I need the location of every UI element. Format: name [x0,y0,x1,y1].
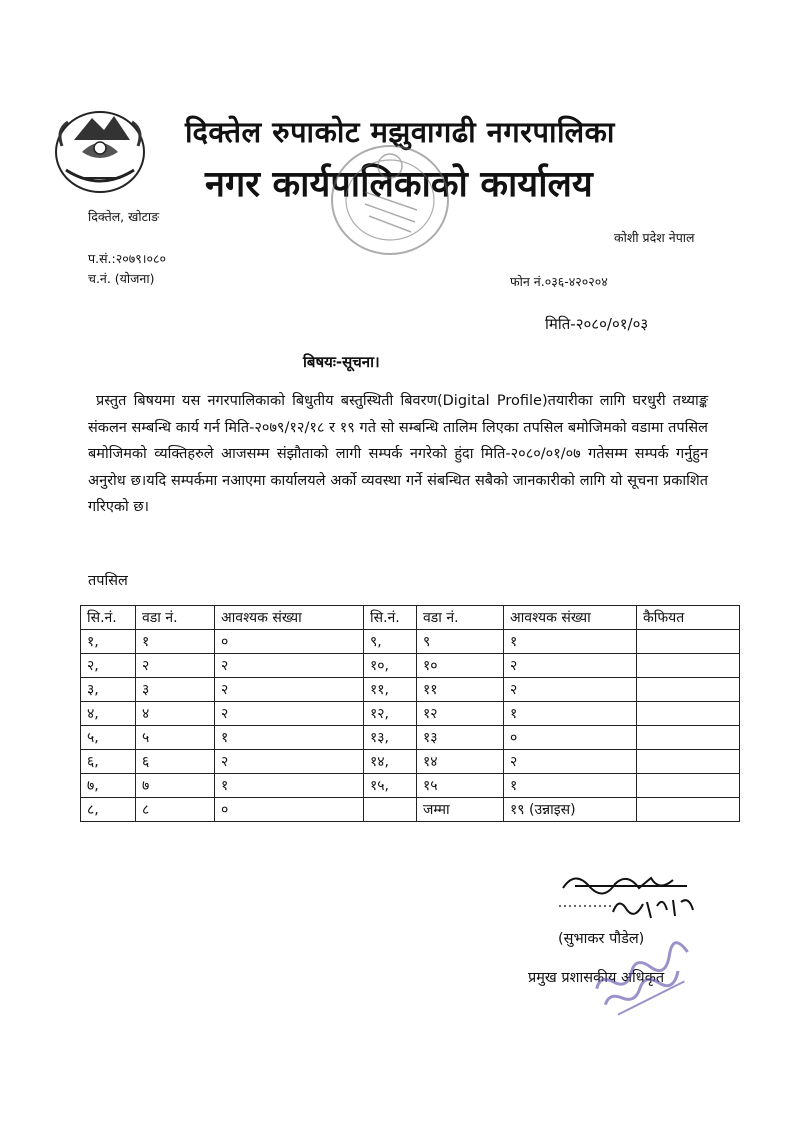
handwritten-signature [555,866,705,930]
cell-ward-no-2: ९ [417,630,504,654]
header-serial-no: सि.नं. [81,606,136,630]
table-header-row [81,606,740,630]
cell-serial-no-2: १३, [364,726,417,750]
cell-remarks [637,726,740,750]
phone-number: फोन नं.०३६-४२०२०४ [510,274,608,289]
header-serial-no-2: सि.नं. [364,606,417,630]
cell-remarks [637,654,740,678]
table-row [81,678,740,702]
signatory-title: प्रमुख प्रशासकीय अधिकृत [528,970,665,986]
cell-remarks [637,774,740,798]
cell-ward-no: १ [136,630,215,654]
cell-required-count-2: १ [504,774,637,798]
header-ward-no-2: वडा नं. [417,606,504,630]
cell-serial-no: ५, [81,726,136,750]
cell-serial-no-2: ११, [364,678,417,702]
cell-serial-no: ८, [81,798,136,822]
cell-remarks [637,630,740,654]
cell-serial-no-2: १४, [364,750,417,774]
dispatch-number: च.नं. (योजना) [88,271,155,286]
table-row [81,726,740,750]
cell-required-count-2: ० [504,726,637,750]
cell-required-count-2: २ [504,654,637,678]
header-required-count: आवश्यक संख्या [215,606,364,630]
notice-body: प्रस्तुत बिषयमा यस नगरपालिकाको बिधुतीय बस्तुस्थिती बिवरण(Digital Profile)तयारीका लागि घरधुरी तथ्याङ्क संकलन सम्बन्धि कार्य गर्न मिति-२०७९/१२/१८ र १९ गते सो सम्बन्धि तालिम लिएका तपसिल बमोजिमको वडामा तपसिल बमोजिमको व्यक्तिहरुले आजसम्म संझौताको लागी सम्पर्क नगरेको हुंदा मिति-२०८०/०१/०७ गतेसम्म सम्पर्क गर्नुहुन अनुरोध छ।यदि सम्पर्कमा नआएमा कार्यालयले अर्को व्यवस्था गर्ने संबन्धित सबैको जानकारीको लागि यो सूचना प्रकाशित गरिएको छ। [88,393,708,515]
cell-remarks [637,678,740,702]
cell-required-count: २ [215,678,364,702]
cell-required-count-2: १ [504,702,637,726]
table-row [81,702,740,726]
cell-ward-no: ८ [136,798,215,822]
cell-serial-no-2 [364,798,417,822]
cell-ward-no-2: जम्मा [417,798,504,822]
table-row [81,798,740,822]
cell-serial-no: ७, [81,774,136,798]
cell-ward-no: ४ [136,702,215,726]
table-row [81,750,740,774]
cell-ward-no: ७ [136,774,215,798]
schedule-table [80,605,740,822]
cell-serial-no: ४, [81,702,136,726]
cell-serial-no-2: १५, [364,774,417,798]
province: कोशी प्रदेश नेपाल [614,230,695,245]
table-row [81,630,740,654]
cell-ward-no-2: १० [417,654,504,678]
signatory-name: (सुभाकर पौडेल) [558,931,645,947]
cell-ward-no: ३ [136,678,215,702]
reference-number: प.सं.:२०७९।०८० [88,251,166,266]
office-address: दिक्तेल, खोटाङ [88,209,160,224]
cell-serial-no: ६, [81,750,136,774]
cell-required-count: १ [215,726,364,750]
cell-serial-no-2: १२, [364,702,417,726]
cell-required-count: ० [215,798,364,822]
cell-required-count: २ [215,654,364,678]
cell-required-count-2: १९ (उन्नाइस) [504,798,637,822]
cell-required-count: ० [215,630,364,654]
table-row [81,774,740,798]
cell-required-count-2: २ [504,678,637,702]
cell-ward-no-2: १५ [417,774,504,798]
cell-ward-no: २ [136,654,215,678]
cell-remarks [637,798,740,822]
cell-ward-no: ६ [136,750,215,774]
cell-required-count: २ [215,750,364,774]
cell-remarks [637,750,740,774]
cell-serial-no: १, [81,630,136,654]
cell-required-count: २ [215,702,364,726]
header-required-count-2: आवश्यक संख्या [504,606,637,630]
municipality-name: दिक्तेल रुपाकोट मझुवागढी नगरपालिका [185,115,615,149]
cell-ward-no-2: ११ [417,678,504,702]
nepal-emblem-icon [52,100,148,196]
cell-remarks [637,702,740,726]
cell-ward-no-2: १३ [417,726,504,750]
cell-ward-no: ५ [136,726,215,750]
notice-date: मिति-२०८०/०१/०३ [545,315,649,333]
officer-stamp-icon [585,930,705,1030]
cell-serial-no: ३, [81,678,136,702]
cell-serial-no: २, [81,654,136,678]
schedule-label: तपसिल [88,573,128,589]
table-row [81,654,740,678]
header-remarks: कैफियत [637,606,740,630]
office-name: नगर कार्यपालिकाको कार्यालय [205,164,593,205]
cell-required-count-2: १ [504,630,637,654]
cell-required-count-2: २ [504,750,637,774]
cell-ward-no-2: १४ [417,750,504,774]
notice-subject: बिषयः-सूचना। [303,353,380,371]
office-seal-icon [325,140,455,260]
cell-ward-no-2: १२ [417,702,504,726]
cell-serial-no-2: १०, [364,654,417,678]
header-ward-no: वडा नं. [136,606,215,630]
cell-serial-no-2: ९, [364,630,417,654]
cell-required-count: १ [215,774,364,798]
